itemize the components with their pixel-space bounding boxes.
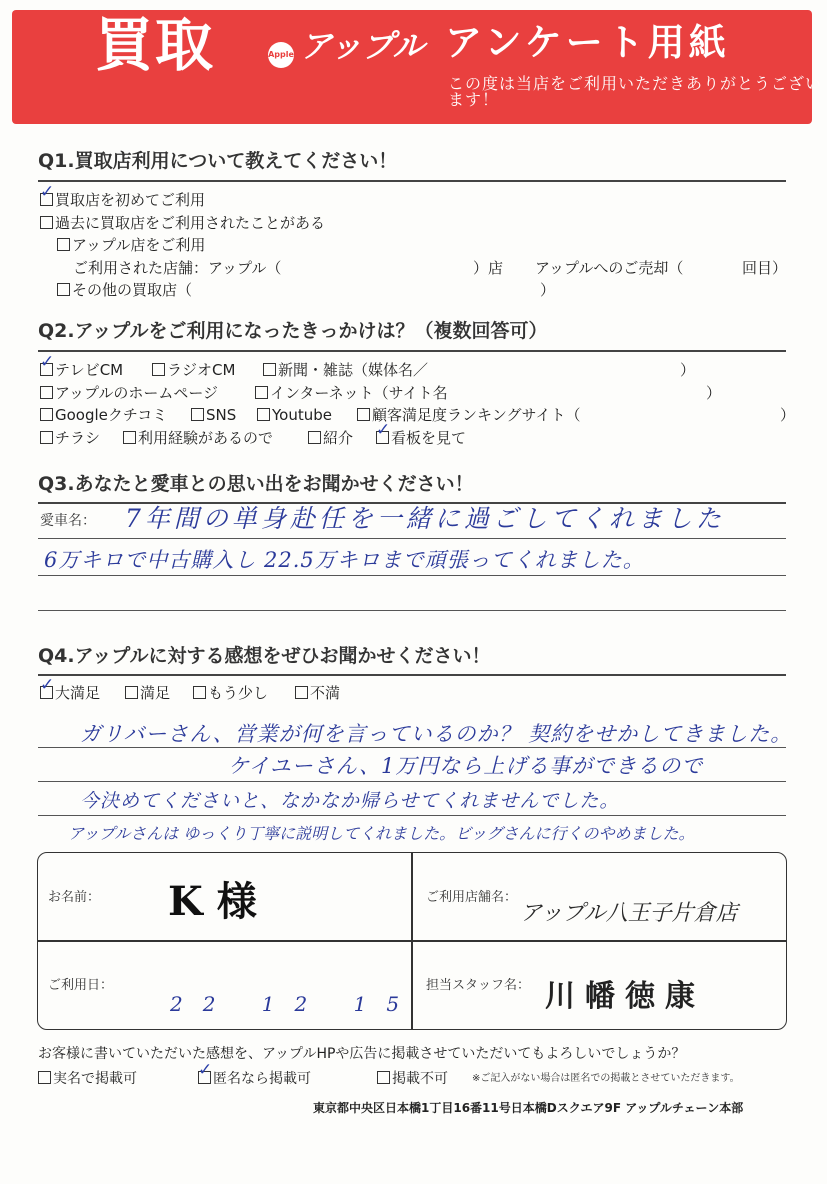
- q4-answer-rule-2: [38, 781, 786, 782]
- q1-store-used-prefix: ご利用された店舗：アップル（: [73, 259, 282, 277]
- form-horizontal-divider: [37, 940, 787, 942]
- q3-answer-rule-3: [38, 610, 786, 611]
- checkbox-icon[interactable]: [125, 686, 138, 699]
- q2-option-radio[interactable]: ラジオCM: [152, 363, 235, 378]
- store-label: ご利用店舗名：: [426, 890, 518, 905]
- q2-option-referral[interactable]: 紹介: [308, 431, 353, 446]
- checkbox-icon[interactable]: [38, 1071, 51, 1084]
- consent-no-post[interactable]: 掲載不可: [377, 1071, 448, 1086]
- checkbox-icon[interactable]: [257, 408, 270, 421]
- q1-option-used-before[interactable]: 過去に買取店をご利用されたことがある: [40, 216, 325, 231]
- checkbox-icon[interactable]: [57, 238, 70, 251]
- checkbox-icon[interactable]: [357, 408, 370, 421]
- q2-divider: [38, 350, 786, 352]
- q2-option-youtube[interactable]: Youtube: [257, 408, 332, 423]
- q2-option-internet[interactable]: インターネット（サイト名: [255, 386, 448, 401]
- apple-badge-icon: Apple: [268, 42, 294, 68]
- checkbox-checked-icon[interactable]: [40, 363, 53, 376]
- staff-label: 担当スタッフ名：: [426, 978, 531, 993]
- q2-option-experience[interactable]: 利用経験があるので: [123, 431, 273, 446]
- checkbox-icon[interactable]: [191, 408, 204, 421]
- q2-option-signboard[interactable]: ✓ 看板を見て: [376, 431, 466, 446]
- q2-ranking-close: ）: [780, 406, 796, 424]
- page-subtitle: この度は当店をご利用いただきありがとうございます！: [448, 74, 823, 109]
- q1-option-other-store[interactable]: その他の買取店（: [57, 283, 192, 298]
- logo-kaitori: 買取: [95, 11, 216, 79]
- q1-sell-count-suffix: 回目）: [742, 259, 788, 277]
- checkbox-icon[interactable]: [263, 363, 276, 376]
- q1-divider: [38, 180, 786, 182]
- q3-answer-line-1[interactable]: 7年間の単身赴任を一緒に過ごしてくれました: [125, 504, 725, 533]
- q3-title: Q3.あなたと愛車との思い出をお聞かせください！: [38, 473, 474, 495]
- name-value[interactable]: K 様: [168, 878, 257, 925]
- q2-title: Q2.アップルをご利用になったきっかけは？（複数回答可）: [38, 320, 548, 342]
- q4-answer-line-3[interactable]: 今決めてくださいと、なかなか帰らせてくれませんでした。: [80, 790, 620, 812]
- checkbox-icon[interactable]: [40, 408, 53, 421]
- q3-answer-rule-2: [38, 575, 786, 576]
- q4-answer-rule-1: [38, 747, 786, 748]
- q1-option-apple-store[interactable]: アップル店をご利用: [57, 238, 205, 253]
- q3-answer-rule-1: [38, 538, 786, 539]
- car-name-label: 愛車名：: [40, 513, 96, 529]
- q2-option-homepage[interactable]: アップルのホームページ: [40, 386, 218, 401]
- q1-option-first-time[interactable]: ✓買取店を初めてご利用: [40, 193, 205, 208]
- q2-option-tv[interactable]: ✓テレビCM: [40, 363, 123, 378]
- store-value[interactable]: アップル八王子片倉店: [520, 901, 738, 926]
- q1-sell-count-prefix: アップルへのご売却（: [535, 259, 684, 277]
- consent-anonymous[interactable]: ✓ 匿名なら掲載可: [198, 1071, 311, 1086]
- q2-option-flyer[interactable]: チラシ: [40, 431, 100, 446]
- name-label: お名前：: [48, 890, 101, 905]
- consent-real-name[interactable]: 実名で掲載可: [38, 1071, 137, 1086]
- checkbox-checked-icon[interactable]: [376, 431, 389, 444]
- checkbox-checked-icon[interactable]: [198, 1071, 211, 1084]
- q4-answer-line-2[interactable]: ケイユーさん、1万円なら上げる事ができるので: [228, 754, 704, 778]
- checkbox-checked-icon[interactable]: [40, 686, 53, 699]
- q4-divider: [38, 674, 786, 676]
- staff-stamp: 川幡徳康: [545, 979, 705, 1014]
- checkbox-icon[interactable]: [40, 216, 53, 229]
- checkbox-icon[interactable]: [377, 1071, 390, 1084]
- brand-name: アップル: [300, 27, 425, 65]
- q2-option-google[interactable]: Googleクチコミ: [40, 408, 167, 423]
- checkbox-icon[interactable]: [295, 686, 308, 699]
- q4-answer-line-4[interactable]: アップルさんは ゆっくり丁寧に説明してくれました。ビッグさんに行くのやめました。: [68, 824, 695, 843]
- q1-other-store-close: ）: [540, 281, 556, 299]
- company-address: 東京都中央区日本橋1丁目16番11号日本橋Dスクエア9F アップルチェーン本部: [313, 1101, 744, 1115]
- q2-option-sns[interactable]: SNS: [191, 408, 236, 423]
- consent-note: ※ご記入がない場合は匿名での掲載とさせていただきます。: [472, 1073, 740, 1084]
- page-title: アンケート用紙: [445, 21, 730, 64]
- q4-answer-line-1[interactable]: ガリバーさん、営業が何を言っているのか？ 契約をせかしてきました。: [80, 722, 793, 746]
- date-value[interactable]: 22 12 15: [170, 992, 420, 1016]
- date-label: ご利用日：: [48, 978, 114, 993]
- checkbox-icon[interactable]: [40, 386, 53, 399]
- q3-answer-line-2[interactable]: 6万キロで中古購入し 22.5万キロまで頑張ってくれました。: [44, 548, 645, 572]
- q4-option-not-quite[interactable]: もう少し: [193, 686, 268, 701]
- q4-title: Q4.アップルに対する感想をぜひお聞かせください！: [38, 645, 491, 667]
- q1-store-used-suffix: ）店: [473, 259, 504, 277]
- consent-question: お客様に書いていただいた感想を、アップルHPや広告に掲載させていただいてもよろしいでしょうか？: [38, 1046, 686, 1062]
- checkbox-icon[interactable]: [193, 686, 206, 699]
- checkbox-icon[interactable]: [123, 431, 136, 444]
- q4-option-very-satisfied[interactable]: ✓大満足: [40, 686, 100, 701]
- q1-title: Q1.買取店利用について教えてください！: [38, 150, 398, 172]
- checkbox-checked-icon[interactable]: [40, 193, 53, 206]
- q2-internet-close: ）: [706, 384, 722, 402]
- checkbox-icon[interactable]: [152, 363, 165, 376]
- q4-answer-rule-3: [38, 815, 786, 816]
- q4-option-satisfied[interactable]: 満足: [125, 686, 170, 701]
- checkbox-icon[interactable]: [40, 431, 53, 444]
- q4-option-dissatisfied[interactable]: 不満: [295, 686, 340, 701]
- q2-option-newspaper[interactable]: 新聞・雑誌（媒体名／: [263, 363, 428, 378]
- q2-option-ranking[interactable]: 顧客満足度ランキングサイト（: [357, 408, 581, 423]
- q2-newspaper-close: ）: [680, 361, 696, 379]
- checkbox-icon[interactable]: [57, 283, 70, 296]
- checkbox-icon[interactable]: [255, 386, 268, 399]
- checkbox-icon[interactable]: [308, 431, 321, 444]
